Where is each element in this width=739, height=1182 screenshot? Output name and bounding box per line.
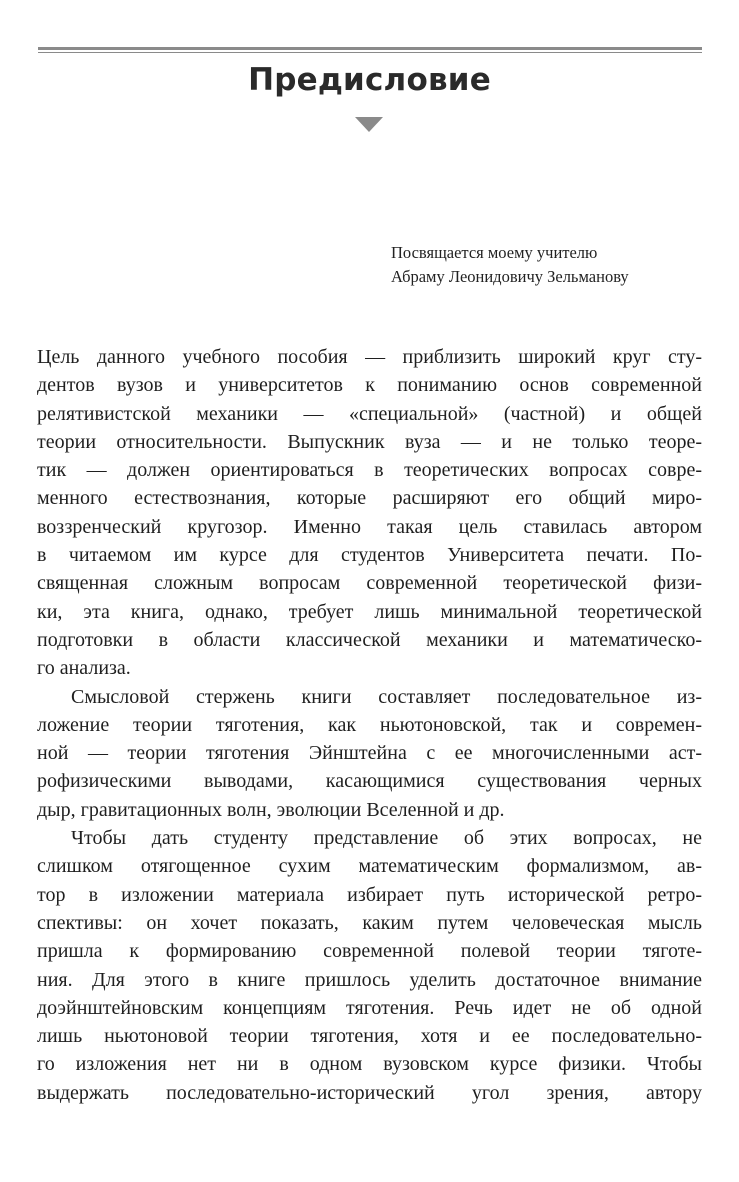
text-line: слишком отягощенное сухим математическим формализмом, ав-	[37, 855, 702, 878]
text-line: подготовки в области классической механики и математическо-	[37, 628, 702, 651]
text-line: тик — должен ориентироваться в теоретических вопросах совре-	[37, 459, 702, 482]
text-line: Чтобы дать студенту представление об этих вопросах, не	[71, 827, 702, 850]
dedication	[391, 241, 629, 289]
text-line: пришла к формированию современной полевой теории тяготе-	[37, 940, 702, 963]
text-line: ния. Для этого в книге пришлось уделить достаточное внимание	[37, 968, 702, 991]
triangle-down-icon	[355, 117, 383, 132]
text-line: священная сложным вопросам современной теоретической физи-	[37, 572, 702, 595]
text-line: го изложения нет ни в одном вузовском курсе физики. Чтобы	[37, 1053, 702, 1076]
text-line: ложение теории тяготения, как ньютоновской, так и современ-	[37, 713, 702, 736]
text-line: спективы: он хочет показать, каким путем человеческая мысль	[37, 911, 702, 934]
text-line: релятивистской механики — «специальной» (частной) и общей	[37, 402, 702, 425]
top-rule	[38, 47, 702, 53]
text-line: рофизическими выводами, касающимися существования черных	[37, 770, 702, 793]
text-line: Цель данного учебного пособия — приблизить широкий круг сту-	[37, 346, 702, 368]
chapter-title: Предисловие	[248, 62, 491, 98]
text-line: воззренческий кругозор. Именно такая цель ставилась автором	[37, 515, 702, 538]
text-line: Смысловой стержень книги составляет последовательное из-	[71, 685, 702, 708]
text-line: го анализа.	[37, 657, 131, 680]
text-line: ки, эта книга, однако, требует лишь минимальной теоретической	[37, 600, 702, 623]
text-line: выдержать последовательно-исторический угол зрения, автору	[37, 1081, 702, 1104]
text-line: теории относительности. Выпускник вуза — и не только теоре-	[37, 430, 702, 453]
text-line: в читаемом им курсе для студентов Университета печати. По-	[37, 544, 702, 567]
text-line: менного естествознания, которые расширяют его общий миро-	[37, 487, 702, 510]
text-line: тор в изложении материала избирает путь исторической ретро-	[37, 883, 702, 906]
text-line: доэйнштейновским концепциям тяготения. Речь идет не об одной	[37, 996, 702, 1019]
text-line: лишь ньютоновой теории тяготения, хотя и ее последовательно-	[37, 1025, 702, 1048]
text-line: ной — теории тяготения Эйнштейна с ее многочисленными аст-	[37, 742, 702, 765]
dedication-line: Посвящается моему учителю	[391, 243, 598, 262]
dedication-line: Абраму Леонидовичу Зельманову	[391, 267, 629, 286]
text-line: дентов вузов и университетов к пониманию основ современной	[37, 374, 702, 397]
text-line: дыр, гравитационных волн, эволюции Вселенной и др.	[37, 798, 505, 821]
body-text	[37, 343, 702, 1107]
